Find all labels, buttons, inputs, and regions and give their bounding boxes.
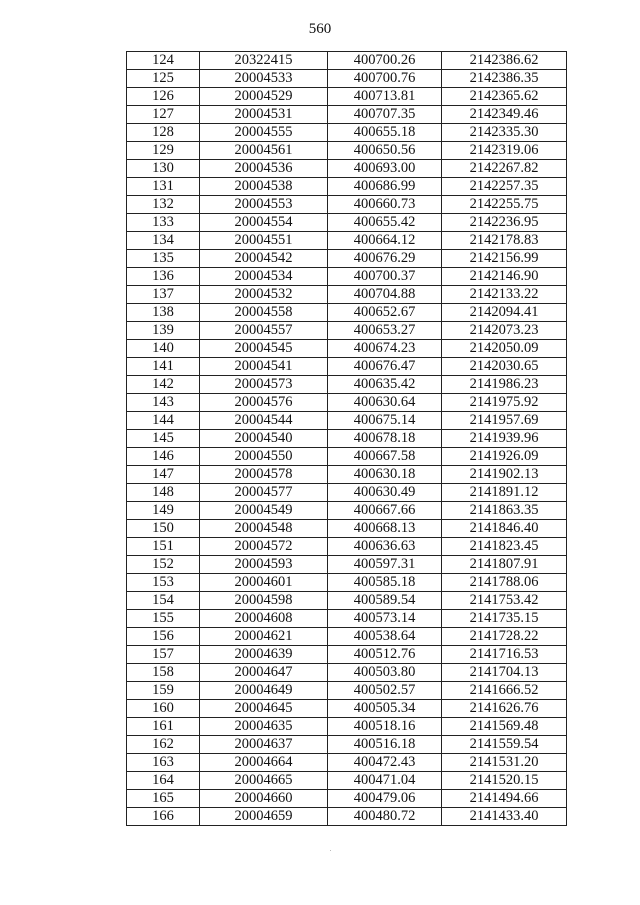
row-number-cell: 139 <box>127 322 200 340</box>
row-number-cell: 155 <box>127 610 200 628</box>
table-row <box>127 88 567 106</box>
y-coordinate-cell: 2141753.42 <box>442 592 567 610</box>
y-coordinate-cell: 2142073.23 <box>442 322 567 340</box>
row-number-cell: 152 <box>127 556 200 574</box>
row-number-cell: 164 <box>127 772 200 790</box>
y-coordinate-cell: 2141559.54 <box>442 736 567 754</box>
x-coordinate-cell: 400512.76 <box>328 646 442 664</box>
point-id-cell: 20004601 <box>200 574 328 592</box>
row-number-cell: 128 <box>127 124 200 142</box>
y-coordinate-cell: 2142349.46 <box>442 106 567 124</box>
table-row <box>127 592 567 610</box>
y-coordinate-cell: 2141716.53 <box>442 646 567 664</box>
table-row <box>127 430 567 448</box>
point-id-cell: 20004572 <box>200 538 328 556</box>
table-row <box>127 214 567 232</box>
x-coordinate-cell: 400652.67 <box>328 304 442 322</box>
point-id-cell: 20004542 <box>200 250 328 268</box>
x-coordinate-cell: 400664.12 <box>328 232 442 250</box>
row-number-cell: 131 <box>127 178 200 196</box>
y-coordinate-cell: 2141926.09 <box>442 448 567 466</box>
table-row <box>127 520 567 538</box>
row-number-cell: 154 <box>127 592 200 610</box>
point-id-cell: 20004561 <box>200 142 328 160</box>
point-id-cell: 20004558 <box>200 304 328 322</box>
y-coordinate-cell: 2141823.45 <box>442 538 567 556</box>
row-number-cell: 163 <box>127 754 200 772</box>
x-coordinate-cell: 400516.18 <box>328 736 442 754</box>
table-row <box>127 196 567 214</box>
table-row <box>127 736 567 754</box>
coordinates-table <box>126 51 567 826</box>
point-id-cell: 20004533 <box>200 70 328 88</box>
y-coordinate-cell: 2141863.35 <box>442 502 567 520</box>
row-number-cell: 158 <box>127 664 200 682</box>
row-number-cell: 147 <box>127 466 200 484</box>
row-number-cell: 136 <box>127 268 200 286</box>
table-row <box>127 646 567 664</box>
point-id-cell: 20322415 <box>200 52 328 70</box>
table-row <box>127 574 567 592</box>
y-coordinate-cell: 2141728.22 <box>442 628 567 646</box>
point-id-cell: 20004598 <box>200 592 328 610</box>
table-row <box>127 322 567 340</box>
y-coordinate-cell: 2142386.35 <box>442 70 567 88</box>
y-coordinate-cell: 2141494.66 <box>442 790 567 808</box>
x-coordinate-cell: 400502.57 <box>328 682 442 700</box>
point-id-cell: 20004531 <box>200 106 328 124</box>
row-number-cell: 138 <box>127 304 200 322</box>
x-coordinate-cell: 400700.37 <box>328 268 442 286</box>
row-number-cell: 162 <box>127 736 200 754</box>
row-number-cell: 146 <box>127 448 200 466</box>
point-id-cell: 20004541 <box>200 358 328 376</box>
x-coordinate-cell: 400707.35 <box>328 106 442 124</box>
y-coordinate-cell: 2141788.06 <box>442 574 567 592</box>
row-number-cell: 149 <box>127 502 200 520</box>
point-id-cell: 20004621 <box>200 628 328 646</box>
x-coordinate-cell: 400655.18 <box>328 124 442 142</box>
point-id-cell: 20004557 <box>200 322 328 340</box>
y-coordinate-cell: 2141939.96 <box>442 430 567 448</box>
table-row <box>127 160 567 178</box>
point-id-cell: 20004544 <box>200 412 328 430</box>
y-coordinate-cell: 2141735.15 <box>442 610 567 628</box>
table-row <box>127 772 567 790</box>
table-row <box>127 376 567 394</box>
row-number-cell: 134 <box>127 232 200 250</box>
row-number-cell: 137 <box>127 286 200 304</box>
x-coordinate-cell: 400597.31 <box>328 556 442 574</box>
row-number-cell: 161 <box>127 718 200 736</box>
y-coordinate-cell: 2142319.06 <box>442 142 567 160</box>
row-number-cell: 153 <box>127 574 200 592</box>
row-number-cell: 157 <box>127 646 200 664</box>
table-row <box>127 358 567 376</box>
x-coordinate-cell: 400667.66 <box>328 502 442 520</box>
y-coordinate-cell: 2141975.92 <box>442 394 567 412</box>
row-number-cell: 142 <box>127 376 200 394</box>
point-id-cell: 20004551 <box>200 232 328 250</box>
point-id-cell: 20004554 <box>200 214 328 232</box>
table-row <box>127 538 567 556</box>
x-coordinate-cell: 400653.27 <box>328 322 442 340</box>
point-id-cell: 20004660 <box>200 790 328 808</box>
table-row <box>127 754 567 772</box>
point-id-cell: 20004550 <box>200 448 328 466</box>
point-id-cell: 20004593 <box>200 556 328 574</box>
x-coordinate-cell: 400668.13 <box>328 520 442 538</box>
point-id-cell: 20004555 <box>200 124 328 142</box>
table-row <box>127 808 567 826</box>
row-number-cell: 126 <box>127 88 200 106</box>
point-id-cell: 20004608 <box>200 610 328 628</box>
table-row <box>127 700 567 718</box>
y-coordinate-cell: 2141520.15 <box>442 772 567 790</box>
x-coordinate-cell: 400538.64 <box>328 628 442 646</box>
point-id-cell: 20004637 <box>200 736 328 754</box>
row-number-cell: 160 <box>127 700 200 718</box>
y-coordinate-cell: 2142156.99 <box>442 250 567 268</box>
y-coordinate-cell: 2142236.95 <box>442 214 567 232</box>
row-number-cell: 151 <box>127 538 200 556</box>
table-row <box>127 124 567 142</box>
row-number-cell: 141 <box>127 358 200 376</box>
row-number-cell: 135 <box>127 250 200 268</box>
point-id-cell: 20004538 <box>200 178 328 196</box>
x-coordinate-cell: 400676.47 <box>328 358 442 376</box>
x-coordinate-cell: 400505.34 <box>328 700 442 718</box>
point-id-cell: 20004532 <box>200 286 328 304</box>
y-coordinate-cell: 2142257.35 <box>442 178 567 196</box>
y-coordinate-cell: 2141666.52 <box>442 682 567 700</box>
table-row <box>127 250 567 268</box>
x-coordinate-cell: 400693.00 <box>328 160 442 178</box>
table-row <box>127 664 567 682</box>
x-coordinate-cell: 400660.73 <box>328 196 442 214</box>
row-number-cell: 166 <box>127 808 200 826</box>
table-row <box>127 412 567 430</box>
y-coordinate-cell: 2141807.91 <box>442 556 567 574</box>
x-coordinate-cell: 400479.06 <box>328 790 442 808</box>
point-id-cell: 20004553 <box>200 196 328 214</box>
x-coordinate-cell: 400471.04 <box>328 772 442 790</box>
table-row <box>127 70 567 88</box>
point-id-cell: 20004635 <box>200 718 328 736</box>
point-id-cell: 20004545 <box>200 340 328 358</box>
y-coordinate-cell: 2141891.12 <box>442 484 567 502</box>
page-number: 560 <box>308 21 332 37</box>
coordinates-table-body <box>127 52 567 826</box>
point-id-cell: 20004529 <box>200 88 328 106</box>
point-id-cell: 20004649 <box>200 682 328 700</box>
y-coordinate-cell: 2142365.62 <box>442 88 567 106</box>
point-id-cell: 20004659 <box>200 808 328 826</box>
table-row <box>127 52 567 70</box>
x-coordinate-cell: 400676.29 <box>328 250 442 268</box>
table-row <box>127 304 567 322</box>
table-row <box>127 448 567 466</box>
y-coordinate-cell: 2141433.40 <box>442 808 567 826</box>
point-id-cell: 20004577 <box>200 484 328 502</box>
y-coordinate-cell: 2142386.62 <box>442 52 567 70</box>
x-coordinate-cell: 400686.99 <box>328 178 442 196</box>
row-number-cell: 143 <box>127 394 200 412</box>
point-id-cell: 20004549 <box>200 502 328 520</box>
x-coordinate-cell: 400713.81 <box>328 88 442 106</box>
x-coordinate-cell: 400636.63 <box>328 538 442 556</box>
table-row <box>127 466 567 484</box>
row-number-cell: 125 <box>127 70 200 88</box>
table-row <box>127 556 567 574</box>
y-coordinate-cell: 2142255.75 <box>442 196 567 214</box>
row-number-cell: 150 <box>127 520 200 538</box>
row-number-cell: 165 <box>127 790 200 808</box>
x-coordinate-cell: 400678.18 <box>328 430 442 448</box>
table-row <box>127 484 567 502</box>
y-coordinate-cell: 2142335.30 <box>442 124 567 142</box>
x-coordinate-cell: 400630.49 <box>328 484 442 502</box>
row-number-cell: 129 <box>127 142 200 160</box>
x-coordinate-cell: 400480.72 <box>328 808 442 826</box>
point-id-cell: 20004639 <box>200 646 328 664</box>
x-coordinate-cell: 400667.58 <box>328 448 442 466</box>
row-number-cell: 127 <box>127 106 200 124</box>
x-coordinate-cell: 400589.54 <box>328 592 442 610</box>
table-row <box>127 718 567 736</box>
row-number-cell: 124 <box>127 52 200 70</box>
table-row <box>127 394 567 412</box>
point-id-cell: 20004548 <box>200 520 328 538</box>
point-id-cell: 20004647 <box>200 664 328 682</box>
y-coordinate-cell: 2141569.48 <box>442 718 567 736</box>
y-coordinate-cell: 2141957.69 <box>442 412 567 430</box>
table-row <box>127 106 567 124</box>
x-coordinate-cell: 400630.64 <box>328 394 442 412</box>
table-row <box>127 268 567 286</box>
x-coordinate-cell: 400674.23 <box>328 340 442 358</box>
y-coordinate-cell: 2142094.41 <box>442 304 567 322</box>
y-coordinate-cell: 2142050.09 <box>442 340 567 358</box>
x-coordinate-cell: 400650.56 <box>328 142 442 160</box>
point-id-cell: 20004576 <box>200 394 328 412</box>
point-id-cell: 20004664 <box>200 754 328 772</box>
y-coordinate-cell: 2141531.20 <box>442 754 567 772</box>
row-number-cell: 145 <box>127 430 200 448</box>
y-coordinate-cell: 2142133.22 <box>442 286 567 304</box>
point-id-cell: 20004578 <box>200 466 328 484</box>
table-row <box>127 790 567 808</box>
row-number-cell: 156 <box>127 628 200 646</box>
point-id-cell: 20004534 <box>200 268 328 286</box>
x-coordinate-cell: 400655.42 <box>328 214 442 232</box>
x-coordinate-cell: 400675.14 <box>328 412 442 430</box>
y-coordinate-cell: 2142178.83 <box>442 232 567 250</box>
table-row <box>127 178 567 196</box>
x-coordinate-cell: 400704.88 <box>328 286 442 304</box>
x-coordinate-cell: 400700.76 <box>328 70 442 88</box>
y-coordinate-cell: 2141626.76 <box>442 700 567 718</box>
x-coordinate-cell: 400472.43 <box>328 754 442 772</box>
scan-speck <box>330 850 331 851</box>
row-number-cell: 140 <box>127 340 200 358</box>
y-coordinate-cell: 2142030.65 <box>442 358 567 376</box>
x-coordinate-cell: 400700.26 <box>328 52 442 70</box>
row-number-cell: 133 <box>127 214 200 232</box>
point-id-cell: 20004645 <box>200 700 328 718</box>
row-number-cell: 130 <box>127 160 200 178</box>
x-coordinate-cell: 400503.80 <box>328 664 442 682</box>
row-number-cell: 159 <box>127 682 200 700</box>
x-coordinate-cell: 400635.42 <box>328 376 442 394</box>
y-coordinate-cell: 2142267.82 <box>442 160 567 178</box>
row-number-cell: 148 <box>127 484 200 502</box>
row-number-cell: 132 <box>127 196 200 214</box>
x-coordinate-cell: 400585.18 <box>328 574 442 592</box>
table-row <box>127 610 567 628</box>
y-coordinate-cell: 2142146.90 <box>442 268 567 286</box>
table-row <box>127 682 567 700</box>
point-id-cell: 20004573 <box>200 376 328 394</box>
x-coordinate-cell: 400630.18 <box>328 466 442 484</box>
row-number-cell: 144 <box>127 412 200 430</box>
y-coordinate-cell: 2141846.40 <box>442 520 567 538</box>
table-row <box>127 628 567 646</box>
table-row <box>127 502 567 520</box>
table-row <box>127 232 567 250</box>
y-coordinate-cell: 2141902.13 <box>442 466 567 484</box>
y-coordinate-cell: 2141704.13 <box>442 664 567 682</box>
point-id-cell: 20004536 <box>200 160 328 178</box>
point-id-cell: 20004540 <box>200 430 328 448</box>
table-row <box>127 142 567 160</box>
point-id-cell: 20004665 <box>200 772 328 790</box>
y-coordinate-cell: 2141986.23 <box>442 376 567 394</box>
table-row <box>127 286 567 304</box>
table-row <box>127 340 567 358</box>
x-coordinate-cell: 400573.14 <box>328 610 442 628</box>
x-coordinate-cell: 400518.16 <box>328 718 442 736</box>
